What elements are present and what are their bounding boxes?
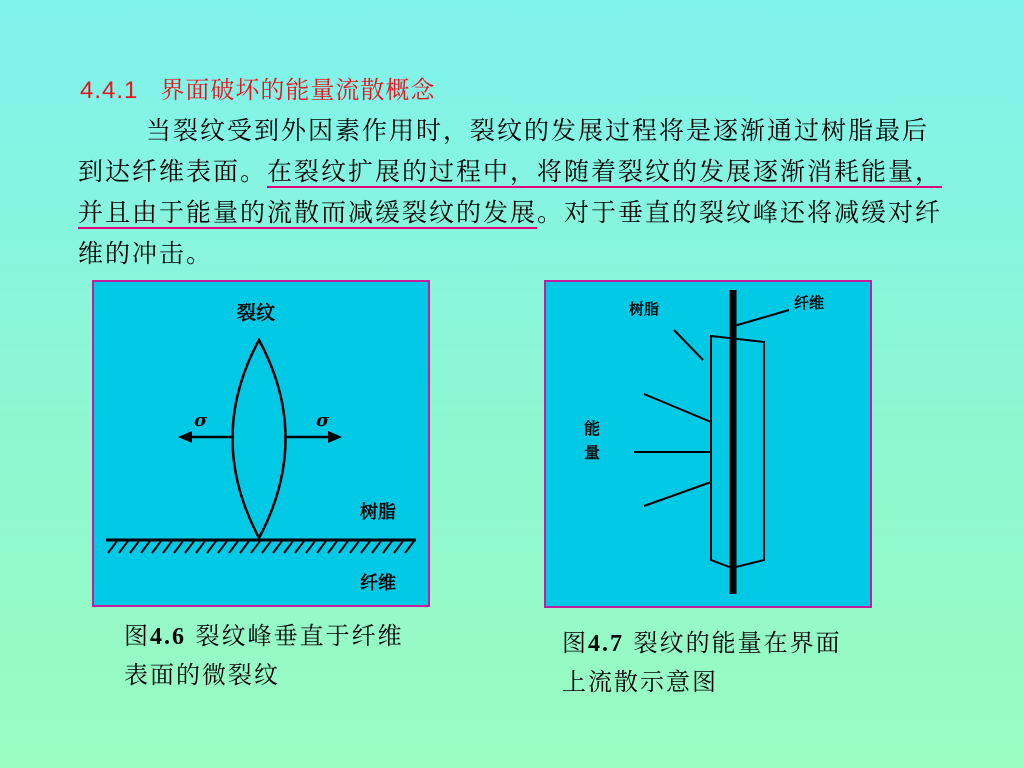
section-number: 4.4.1 bbox=[80, 77, 139, 104]
hatch-mark bbox=[251, 541, 260, 553]
hatch-mark bbox=[383, 541, 392, 553]
hatch-mark bbox=[119, 541, 128, 553]
body-paragraph bbox=[78, 110, 948, 274]
stress-arrow-right bbox=[286, 431, 342, 443]
energy-label-1: 能 bbox=[584, 419, 601, 438]
energy-line-upper bbox=[644, 394, 711, 422]
crack-lens-shape bbox=[233, 340, 286, 538]
hatch-mark bbox=[317, 541, 326, 553]
hatch-mark bbox=[229, 541, 238, 553]
hatch-mark bbox=[328, 541, 337, 553]
resin-sheath bbox=[711, 336, 764, 568]
figure-4-6-panel bbox=[92, 280, 430, 607]
hatch-mark bbox=[185, 541, 194, 553]
paragraph-text-2: 。对于垂直的裂纹峰还将减缓对纤维的冲击。 bbox=[78, 198, 943, 268]
hatch-mark bbox=[273, 541, 282, 553]
hatch-mark bbox=[240, 541, 249, 553]
hatch-mark bbox=[339, 541, 348, 553]
caption-number: 4.7 bbox=[588, 631, 624, 657]
hatch-mark bbox=[108, 541, 117, 553]
paragraph-text-1: 当裂纹受到外因素作用时，裂纹的发展过程将是逐渐通过树脂最后到达纤维表面。 bbox=[78, 116, 930, 186]
hatch-mark bbox=[394, 541, 403, 553]
hatch-mark bbox=[262, 541, 271, 553]
energy-label-2: 量 bbox=[584, 443, 601, 462]
hatch-mark bbox=[174, 541, 183, 553]
fiber-label: 纤维 bbox=[794, 294, 825, 312]
figure-4-6-caption bbox=[124, 617, 424, 694]
caption-text: 裂纹的能量在界面上流散示意图 bbox=[562, 629, 842, 696]
energy-line-lower bbox=[644, 482, 711, 506]
crack-diagram bbox=[94, 282, 428, 605]
hatch-mark bbox=[284, 541, 293, 553]
section-title: 界面破坏的能量流散概念 bbox=[160, 76, 436, 104]
hatch-mark bbox=[218, 541, 227, 553]
paragraph-underlined-text: 在裂纹扩展的过程中，将随着裂纹的发展逐渐消耗能量，并且由于能量的流散而减缓裂纹的发展 bbox=[78, 157, 943, 227]
resin-label: 树脂 bbox=[629, 300, 660, 318]
hatch-mark bbox=[306, 541, 315, 553]
figure-4-7-panel bbox=[544, 280, 872, 608]
caption-number: 4.6 bbox=[150, 624, 186, 650]
caption-prefix: 图 bbox=[124, 622, 150, 650]
hatch-mark bbox=[163, 541, 172, 553]
crack-label: 裂纹 bbox=[237, 302, 276, 324]
sigma-left-label: σ bbox=[194, 410, 208, 431]
stress-arrow-left bbox=[178, 431, 234, 443]
fiber-leader-line bbox=[734, 310, 789, 326]
hatch-mark bbox=[207, 541, 216, 553]
resin-leader-line bbox=[674, 330, 703, 360]
hatch-mark bbox=[405, 541, 414, 553]
sigma-right-label: σ bbox=[316, 410, 330, 431]
caption-text: 裂纹峰垂直于纤维表面的微裂纹 bbox=[124, 622, 404, 689]
caption-prefix: 图 bbox=[562, 629, 588, 657]
hatch-mark bbox=[141, 541, 150, 553]
section-heading bbox=[80, 70, 435, 105]
hatch-mark bbox=[295, 541, 304, 553]
fiber-label: 纤维 bbox=[360, 573, 396, 594]
hatch-mark bbox=[350, 541, 359, 553]
hatch-mark bbox=[152, 541, 161, 553]
hatch-mark bbox=[196, 541, 205, 553]
hatch-mark bbox=[372, 541, 381, 553]
resin-label: 树脂 bbox=[360, 502, 396, 523]
hatch-mark bbox=[130, 541, 139, 553]
fiber-hatching bbox=[108, 541, 414, 553]
figure-4-7-caption bbox=[562, 624, 862, 701]
hatch-mark bbox=[361, 541, 370, 553]
